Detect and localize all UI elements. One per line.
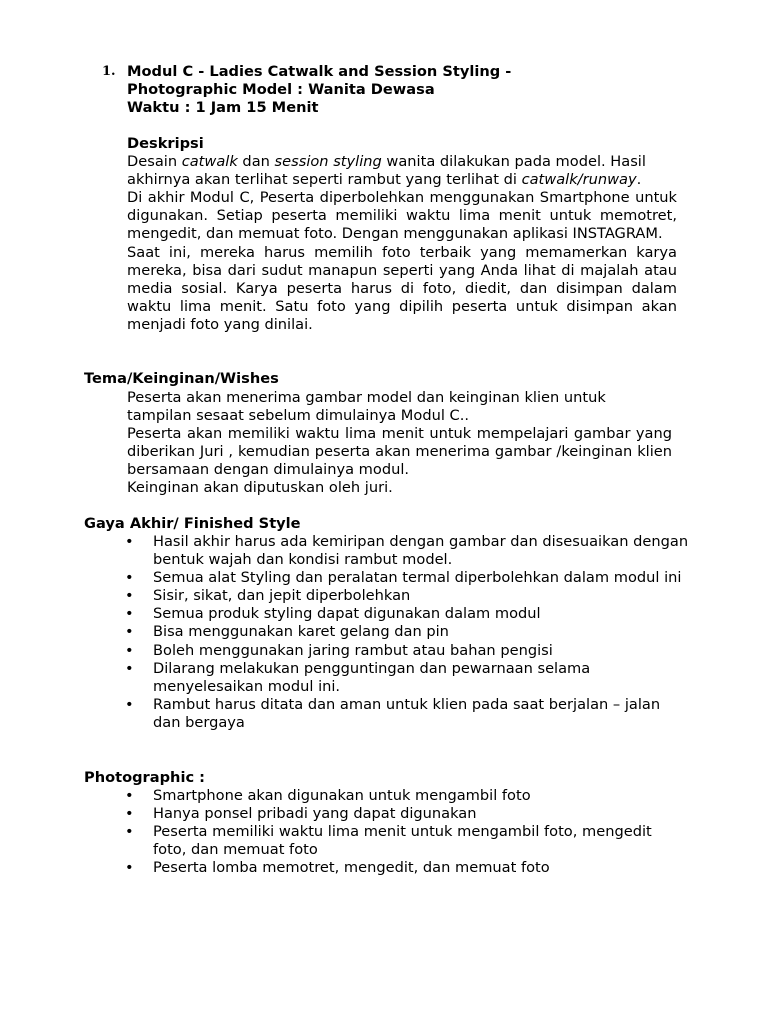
list-item: • Sisir, sikat, dan jepit diperbolehkan [125,587,411,605]
list-item: • Hasil akhir harus ada kemiripan dengan gambar dan disesuaikan dengan bentuk wajah dan kondisi rambut model. [125,533,689,569]
gaya-list [122,533,690,732]
list-item: • Bisa menggunakan karet gelang dan pin [125,623,449,641]
tema-section [127,389,672,498]
gaya-heading: Gaya Akhir/ Finished Style [84,515,301,532]
list-item: • Dilarang melakukan pengguntingan dan pewarnaan selama menyelesaikan modul ini. [125,659,591,695]
list-item: • Boleh menggunakan jaring rambut atau bahan pengisi [125,641,553,659]
deskripsi-paragraph-2: Di akhir Modul C, Peserta diperbolehkan menggunakan Smartphone untuk digunakan. Setiap peserta memiliki waktu lima menit untuk memotret, mengedit, dan memuat foto. Dengan menggunakan aplikasi INSTAGRAM. [127,189,677,243]
list-item: • Semua alat Styling dan peralatan termal diperbolehkan dalam modul ini [125,569,682,587]
photographic-heading: Photographic : [84,769,206,786]
module-header [127,63,511,117]
tema-paragraph-1: Peserta akan menerima gambar model dan keinginan klien untuk tampilan sesaat sebelum dimulainya Modul C.. [127,389,606,425]
deskripsi-heading: Deskripsi [127,135,204,152]
list-item: • Peserta memiliki waktu lima menit untuk mengambil foto, mengedit foto, dan memuat foto [125,823,652,859]
tema-heading: Tema/Keinginan/Wishes [84,370,279,387]
list-item: • Semua produk styling dapat digunakan dalam modul [125,605,541,623]
list-number: 1. [102,64,116,79]
deskripsi-section [127,135,677,334]
photographic-list [122,787,682,877]
module-title-line-2: Photographic Model : Wanita Dewasa [127,81,435,99]
list-item: • Peserta lomba memotret, mengedit, dan memuat foto [125,859,550,877]
tema-paragraph-2: Peserta akan memiliki waktu lima menit untuk mempelajari gambar yang diberikan Juri , kemudian peserta akan menerima gambar /keinginan klien bersamaan dengan dimulainya modul. [127,425,672,479]
tema-paragraph-3: Keinginan akan diputuskan oleh juri. [127,479,393,497]
list-item: • Rambut harus ditata dan aman untuk klien pada saat berjalan – jalan dan bergaya [125,695,661,731]
deskripsi-paragraph-1: Desain catwalk dan session styling wanita dilakukan pada model. Hasil akhirnya akan terlihat seperti rambut yang terlihat di catwalk/runway. [127,153,646,189]
list-item: • Smartphone akan digunakan untuk mengambil foto [125,787,531,804]
list-item: • Hanya ponsel pribadi yang dapat digunakan [125,805,477,823]
module-title-line-1: Modul C - Ladies Catwalk and Session Styling - [127,63,512,80]
deskripsi-paragraph-3: Saat ini, mereka harus memilih foto terbaik yang memamerkan karya mereka, bisa dari sudut manapun seperti yang Anda lihat di majalah atau media sosial. Karya peserta harus di foto, diedit, dan disimpan dalam waktu lima menit. Satu foto yang dipilih peserta untuk disimpan akan menjadi foto yang dinilai. [127,243,677,333]
module-time: Waktu : 1 Jam 15 Menit [127,99,319,117]
